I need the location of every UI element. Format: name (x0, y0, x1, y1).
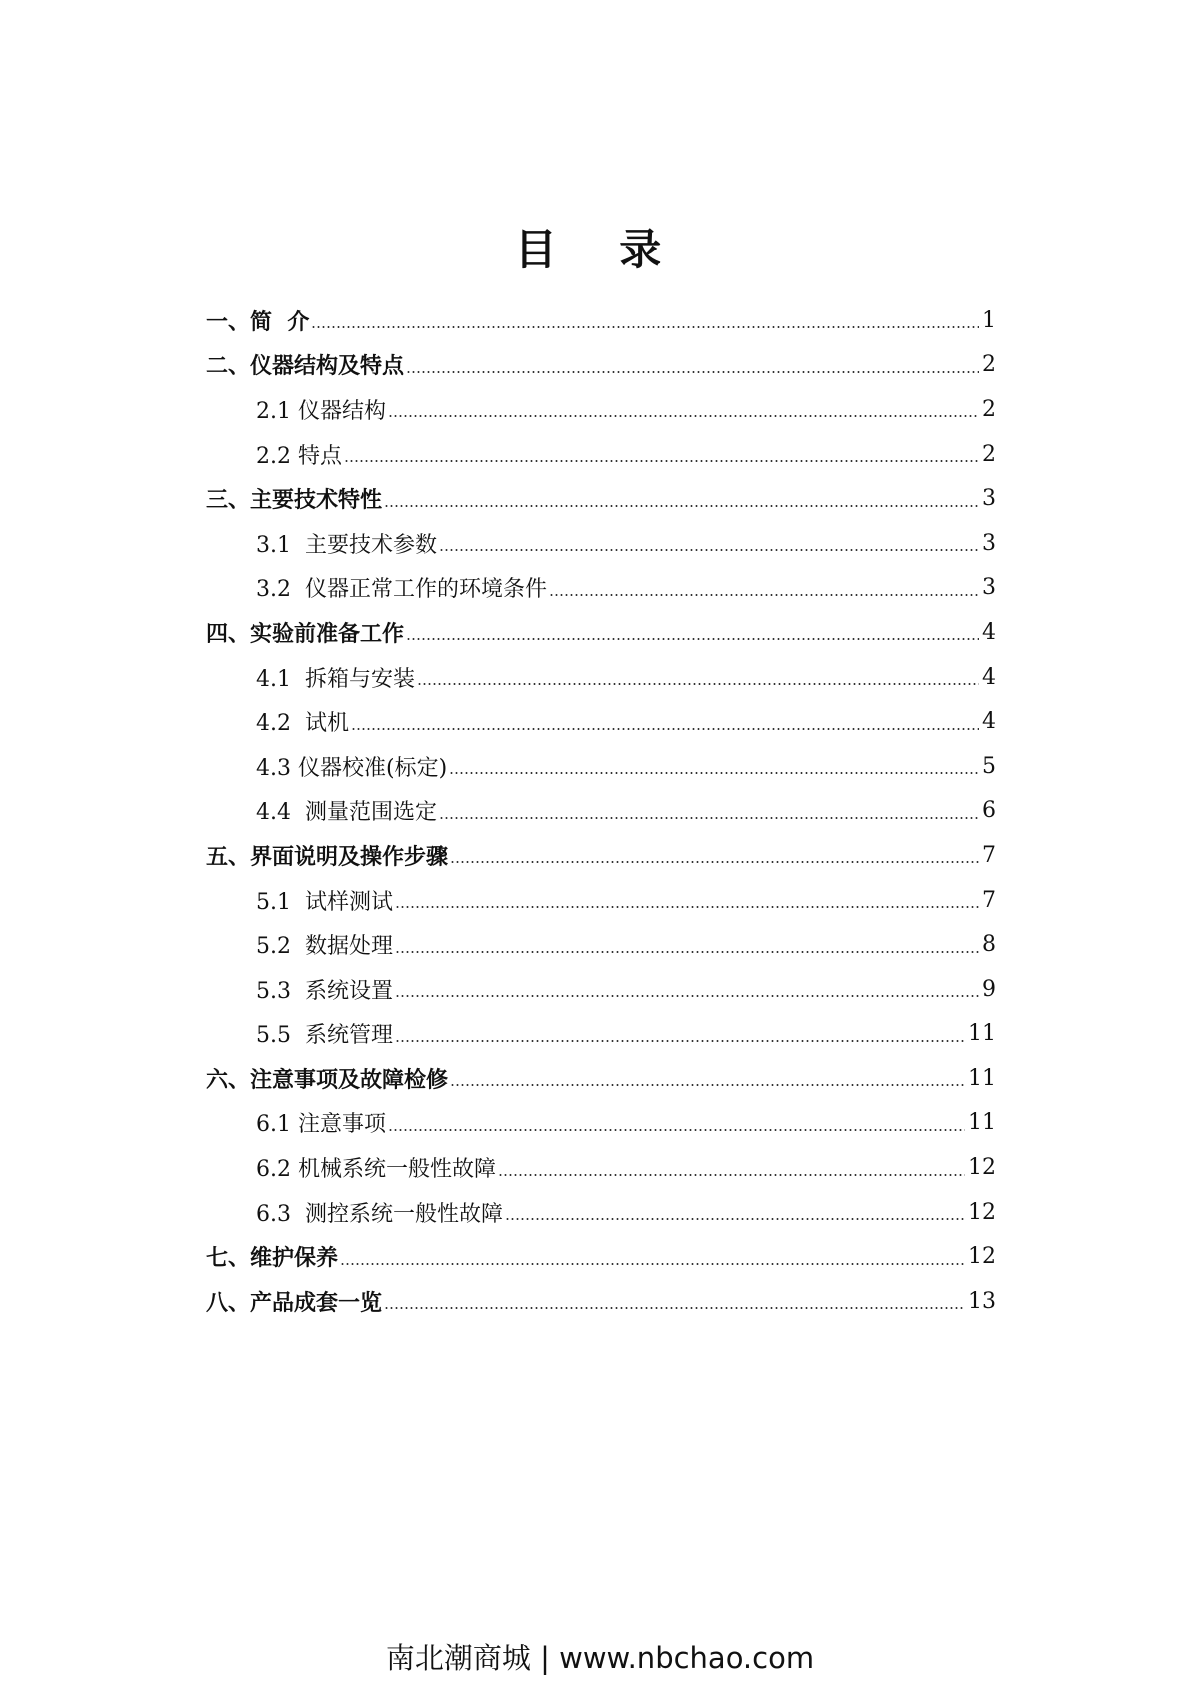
toc-entry[interactable] (206, 833, 996, 878)
toc-page-number: 12 (965, 1155, 996, 1180)
toc-entry-label: 2.1 仪器结构 (256, 394, 388, 425)
toc-entry[interactable] (206, 922, 996, 967)
toc-entry[interactable] (206, 343, 996, 388)
toc-dot-leader (450, 1084, 965, 1086)
toc-dot-leader (344, 460, 979, 462)
toc-page-number: 7 (979, 843, 996, 868)
toc-entry-label: 七、维护保养 (206, 1241, 340, 1272)
toc-entry-label: 4.2 试机 (256, 706, 351, 737)
toc-entry[interactable] (206, 1101, 996, 1146)
toc-page-number: 3 (979, 486, 996, 511)
toc-entry-label: 4.3 仪器校准(标定) (256, 751, 449, 782)
toc-page-number: 2 (979, 397, 996, 422)
toc-entry-label: 5.3 系统设置 (256, 974, 395, 1005)
toc-page-number: 11 (965, 1021, 996, 1046)
toc-page-number: 2 (979, 442, 996, 467)
toc-page-number: 8 (979, 932, 996, 957)
toc-page-number: 7 (979, 888, 996, 913)
toc-dot-leader (351, 728, 979, 730)
toc-page-number: 3 (979, 531, 996, 556)
toc-dot-leader (311, 326, 979, 328)
toc-dot-leader (449, 772, 979, 774)
toc-entry-label: 6.3 测控系统一般性故障 (256, 1197, 505, 1228)
toc-dot-leader (498, 1174, 965, 1176)
toc-dot-leader (384, 1307, 965, 1309)
toc-dot-leader (406, 371, 979, 373)
toc-page-number: 11 (965, 1066, 996, 1091)
toc-entry[interactable] (206, 610, 996, 655)
toc-entry[interactable] (206, 1012, 996, 1057)
toc-dot-leader (439, 817, 979, 819)
toc-page-number: 4 (979, 709, 996, 734)
toc-entry[interactable] (206, 1056, 996, 1101)
toc-entry[interactable] (206, 1234, 996, 1279)
toc-dot-leader (395, 1040, 965, 1042)
toc-entry[interactable] (206, 699, 996, 744)
toc-dot-leader (388, 1129, 965, 1131)
toc-page-number: 12 (965, 1200, 996, 1225)
toc-entry-label: 八、产品成套一览 (206, 1286, 384, 1317)
page-title: 目 录 (514, 225, 686, 274)
toc-dot-leader (395, 906, 979, 908)
toc-page-number: 9 (979, 977, 996, 1002)
toc-page-number: 1 (979, 308, 996, 333)
toc-entry-label: 三、主要技术特性 (206, 483, 384, 514)
toc-page-number: 4 (979, 620, 996, 645)
toc-entry-label: 2.2 特点 (256, 439, 344, 470)
toc-dot-leader (417, 683, 979, 685)
toc-entry-label: 3.2 仪器正常工作的环境条件 (256, 572, 549, 603)
toc-page-number: 2 (979, 352, 996, 377)
toc-entry-label: 4.1 拆箱与安装 (256, 662, 417, 693)
toc-entry-label: 二、仪器结构及特点 (206, 349, 406, 380)
toc-dot-leader (549, 594, 979, 596)
toc-dot-leader (395, 951, 979, 953)
toc-entry[interactable] (206, 298, 996, 343)
toc-dot-leader (439, 549, 979, 551)
toc-entry[interactable] (206, 1190, 996, 1235)
toc-entry[interactable] (206, 432, 996, 477)
toc-dot-leader (384, 505, 979, 507)
toc-entry-label: 5.5 系统管理 (256, 1018, 395, 1049)
toc-entry[interactable] (206, 1279, 996, 1324)
toc-entry-label: 6.1 注意事项 (256, 1107, 388, 1138)
toc-dot-leader (450, 861, 979, 863)
toc-page-number: 4 (979, 665, 996, 690)
toc-page-number: 11 (965, 1110, 996, 1135)
table-of-contents (206, 298, 996, 1324)
toc-entry[interactable] (206, 566, 996, 611)
toc-page-number: 3 (979, 575, 996, 600)
toc-entry[interactable] (206, 878, 996, 923)
toc-entry-label: 5.1 试样测试 (256, 885, 395, 916)
toc-entry[interactable] (206, 387, 996, 432)
toc-entry-label: 4.4 测量范围选定 (256, 795, 439, 826)
toc-dot-leader (505, 1218, 965, 1220)
toc-entry[interactable] (206, 1145, 996, 1190)
toc-entry[interactable] (206, 521, 996, 566)
toc-entry-label: 五、界面说明及操作步骤 (206, 840, 450, 871)
toc-page-number: 12 (965, 1244, 996, 1269)
toc-entry-label: 一、简 介 (206, 305, 311, 336)
toc-entry[interactable] (206, 967, 996, 1012)
toc-entry[interactable] (206, 655, 996, 700)
toc-entry-label: 6.2 机械系统一般性故障 (256, 1152, 498, 1183)
toc-page-number: 6 (979, 798, 996, 823)
footer-brand: 南北潮商城 | www.nbchao.com (385, 1641, 815, 1675)
toc-page-number: 5 (979, 754, 996, 779)
toc-dot-leader (395, 995, 979, 997)
toc-entry-label: 3.1 主要技术参数 (256, 528, 439, 559)
toc-dot-leader (388, 415, 979, 417)
toc-entry-label: 四、实验前准备工作 (206, 617, 406, 648)
toc-entry-label: 5.2 数据处理 (256, 929, 395, 960)
toc-dot-leader (406, 638, 979, 640)
toc-entry[interactable] (206, 476, 996, 521)
toc-dot-leader (340, 1263, 965, 1265)
toc-page-number: 13 (965, 1289, 996, 1314)
toc-entry[interactable] (206, 744, 996, 789)
toc-entry[interactable] (206, 789, 996, 834)
toc-entry-label: 六、注意事项及故障检修 (206, 1063, 450, 1094)
